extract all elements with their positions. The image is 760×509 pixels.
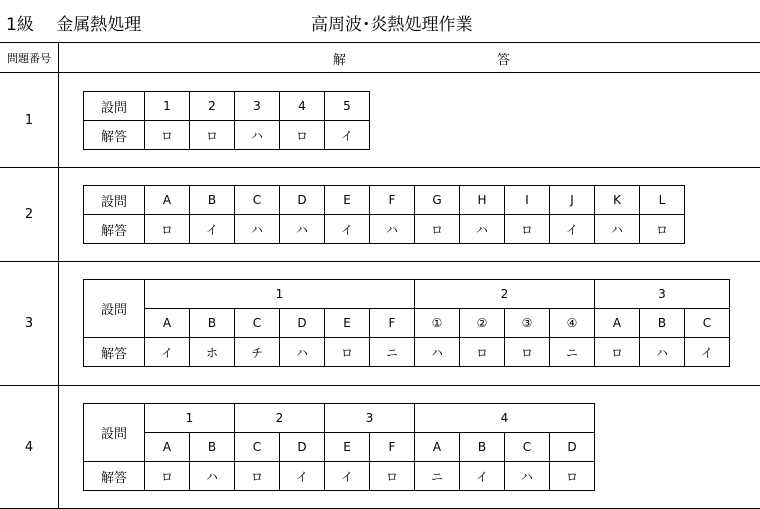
- answer-cell: ロ: [145, 121, 190, 150]
- row-divider: [0, 385, 760, 386]
- question-cell: H: [460, 186, 505, 215]
- question-cell: 4: [280, 92, 325, 121]
- question-cell: 2: [190, 92, 235, 121]
- question-cell: D: [280, 186, 325, 215]
- question-cell: ②: [460, 309, 505, 338]
- answer-row-label: 解答: [84, 462, 145, 491]
- answer-cell: イ: [190, 215, 235, 244]
- column-divider: [58, 43, 59, 508]
- answer-cell: ロ: [460, 338, 505, 367]
- answer-cell: ハ: [370, 215, 415, 244]
- answer-row-label: 解答: [84, 215, 145, 244]
- question-cell: F: [370, 433, 415, 462]
- question-cell: D: [550, 433, 595, 462]
- answer-cell: ハ: [235, 215, 280, 244]
- question-cell: B: [190, 309, 235, 338]
- answer-row-label: 解答: [84, 121, 145, 150]
- answer-cell: イ: [460, 462, 505, 491]
- answer-cell: ハ: [280, 338, 325, 367]
- column-header-answer-2: 答: [497, 53, 511, 68]
- answer-sheet: [0, 42, 760, 509]
- question-row-label: 設問: [84, 404, 145, 462]
- answer-cell: ハ: [460, 215, 505, 244]
- column-header-number: 問題番号: [7, 51, 51, 65]
- answer-cell: イ: [280, 462, 325, 491]
- answer-cell: ロ: [145, 215, 190, 244]
- problem-number: 3: [24, 316, 34, 331]
- question-group-header: 1: [145, 404, 235, 433]
- question-cell: E: [325, 309, 370, 338]
- question-cell: E: [325, 186, 370, 215]
- question-cell: D: [280, 309, 325, 338]
- problem-4-table: [83, 403, 595, 491]
- answer-cell: ハ: [640, 338, 685, 367]
- question-cell: B: [460, 433, 505, 462]
- answer-cell: ロ: [325, 338, 370, 367]
- question-cell: C: [685, 309, 730, 338]
- question-cell: F: [370, 309, 415, 338]
- question-cell: G: [415, 186, 460, 215]
- answer-cell: イ: [325, 215, 370, 244]
- question-group-header: 3: [595, 280, 730, 309]
- problem-number: 2: [24, 207, 34, 222]
- question-cell: A: [415, 433, 460, 462]
- question-cell: A: [595, 309, 640, 338]
- answer-cell: イ: [550, 215, 595, 244]
- question-group-header: 2: [415, 280, 595, 309]
- question-cell: K: [595, 186, 640, 215]
- answer-cell: ロ: [235, 462, 280, 491]
- answer-cell: チ: [235, 338, 280, 367]
- question-cell: F: [370, 186, 415, 215]
- question-cell: A: [145, 309, 190, 338]
- answer-cell: ハ: [190, 462, 235, 491]
- header-grade-subject: 1級 金属熱処理: [6, 15, 142, 35]
- problem-3-table: [83, 279, 730, 367]
- problem-number: 4: [24, 440, 34, 455]
- answer-cell: ハ: [505, 462, 550, 491]
- header-category: 高周波･炎熱処理作業: [311, 15, 473, 35]
- question-cell: C: [235, 433, 280, 462]
- question-cell: B: [190, 186, 235, 215]
- answer-row-label: 解答: [84, 338, 145, 367]
- answer-cell: ロ: [370, 462, 415, 491]
- question-cell: I: [505, 186, 550, 215]
- answer-cell: ニ: [415, 462, 460, 491]
- answer-cell: ロ: [640, 215, 685, 244]
- question-cell: A: [145, 433, 190, 462]
- answer-cell: イ: [325, 121, 370, 150]
- question-cell: C: [505, 433, 550, 462]
- row-divider: [0, 72, 760, 73]
- answer-cell: イ: [685, 338, 730, 367]
- question-group-header: 1: [145, 280, 415, 309]
- question-cell: ③: [505, 309, 550, 338]
- answer-cell: ロ: [145, 462, 190, 491]
- row-divider: [0, 167, 760, 168]
- question-cell: ④: [550, 309, 595, 338]
- problem-1-table: [83, 91, 370, 150]
- problem-number: 1: [24, 113, 34, 128]
- question-cell: B: [640, 309, 685, 338]
- answer-cell: ハ: [280, 215, 325, 244]
- problem-2-table: [83, 185, 685, 244]
- question-row-label: 設問: [84, 92, 145, 121]
- answer-cell: ロ: [190, 121, 235, 150]
- question-cell: B: [190, 433, 235, 462]
- answer-cell: ニ: [550, 338, 595, 367]
- row-divider: [0, 261, 760, 262]
- question-group-header: 3: [325, 404, 415, 433]
- question-row-label: 設問: [84, 186, 145, 215]
- answer-cell: ロ: [280, 121, 325, 150]
- question-cell: 1: [145, 92, 190, 121]
- question-cell: D: [280, 433, 325, 462]
- answer-cell: ロ: [505, 215, 550, 244]
- answer-cell: イ: [325, 462, 370, 491]
- answer-cell: ロ: [550, 462, 595, 491]
- question-cell: J: [550, 186, 595, 215]
- question-cell: A: [145, 186, 190, 215]
- question-cell: ①: [415, 309, 460, 338]
- answer-cell: ロ: [505, 338, 550, 367]
- question-cell: C: [235, 309, 280, 338]
- answer-cell: ロ: [595, 338, 640, 367]
- answer-cell: ホ: [190, 338, 235, 367]
- question-cell: C: [235, 186, 280, 215]
- question-group-header: 2: [235, 404, 325, 433]
- question-group-header: 4: [415, 404, 595, 433]
- answer-cell: ハ: [415, 338, 460, 367]
- column-header-answer-1: 解: [333, 53, 347, 68]
- question-cell: 5: [325, 92, 370, 121]
- answer-cell: ハ: [595, 215, 640, 244]
- question-cell: L: [640, 186, 685, 215]
- answer-cell: ハ: [235, 121, 280, 150]
- answer-cell: イ: [145, 338, 190, 367]
- question-row-label: 設問: [84, 280, 145, 338]
- question-cell: E: [325, 433, 370, 462]
- question-cell: 3: [235, 92, 280, 121]
- answer-cell: ロ: [415, 215, 460, 244]
- answer-cell: ニ: [370, 338, 415, 367]
